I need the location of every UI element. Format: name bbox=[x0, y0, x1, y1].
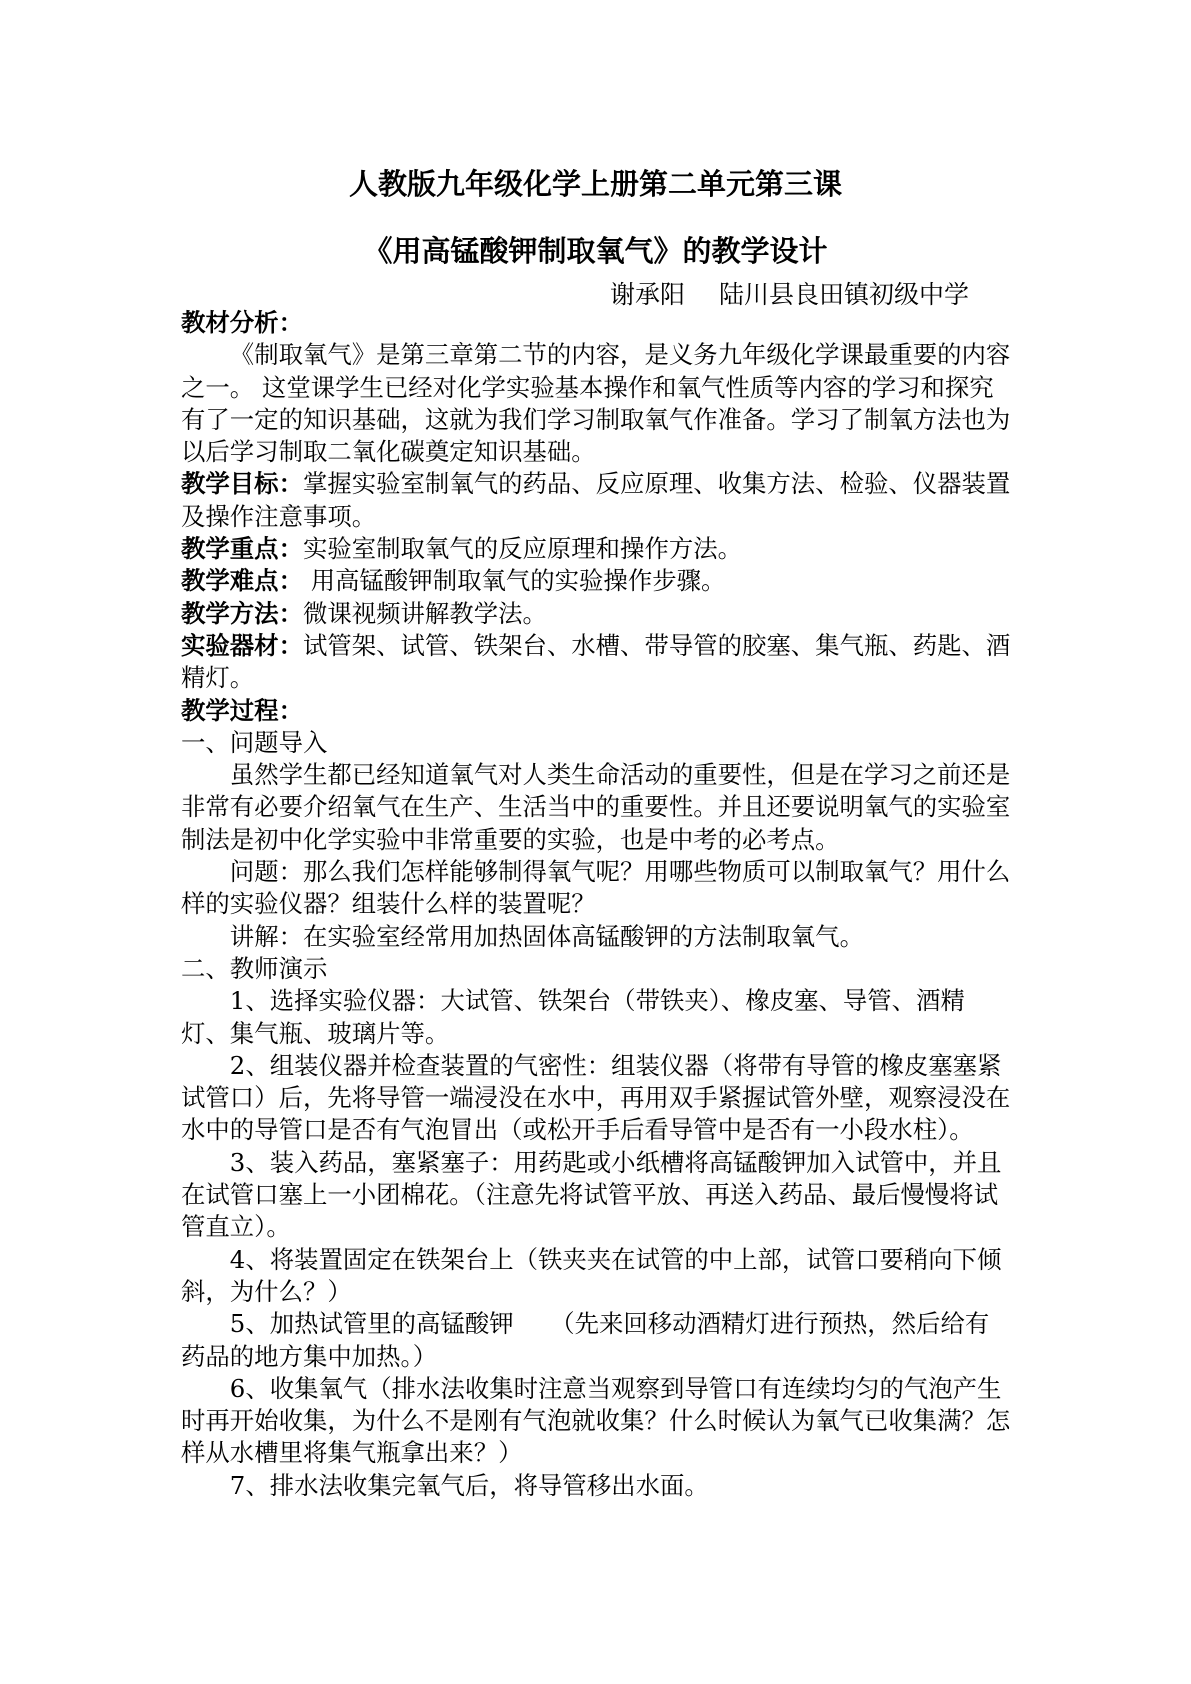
section-label: 教学难点： bbox=[181, 566, 303, 596]
demo-step: 7、排水法收集完氧气后，将导管移出水面。 bbox=[229, 1470, 709, 1500]
section2-heading: 二、教师演示 bbox=[181, 953, 328, 983]
demo-step: 3、装入药品，塞紧塞子：用药匙或小纸槽将高锰酸钾加入试管中，并且在试管口塞上一小团棉花。（注意先将试管平放、再送入药品、最后慢慢将试管直立）。 bbox=[181, 1147, 1002, 1242]
demo-step: 1、选择实验仪器：大试管、铁架台（带铁夹）、橡皮塞、导管、酒精灯、集气瓶、玻璃片等。 bbox=[181, 986, 965, 1048]
section-label: 实验器材： bbox=[181, 630, 303, 660]
key-points-paragraph bbox=[181, 533, 1011, 565]
author-name: 谢承阳 bbox=[610, 280, 686, 309]
demo-step: 6、收集氧气（排水法收集时注意当观察到导管口有连续均匀的气泡产生时再开始收集，为什么不是刚有气泡就收集？什么时候认为氧气已收集满？怎样从水槽里将集气瓶拿出来？） bbox=[181, 1373, 1011, 1468]
document-title-line2: 《用高锰酸钾制取氧气》的教学设计 bbox=[363, 234, 828, 268]
section-text: 掌握实验室制氧气的药品、反应原理、收集方法、检验、仪器装置及操作注意事项。 bbox=[181, 469, 1011, 531]
equipment-paragraph bbox=[181, 630, 1011, 695]
document-title-line1: 人教版九年级化学上册第二单元第三课 bbox=[348, 167, 842, 201]
section-text: 微课视频讲解教学法。 bbox=[302, 598, 547, 628]
section-label: 教学过程： bbox=[181, 695, 303, 725]
section-text: 实验室制取氧气的反应原理和操作方法。 bbox=[302, 534, 743, 564]
material-analysis-paragraph: 《制取氧气》是第三章第二节的内容，是义务九年级化学课最重要的内容之一。 这堂课学生已经对化学实验基本操作和氧气性质等内容的学习和探究有了一定的知识基础，这就为我们学习制取氧气作准备。学习了制氧方法也为以后学习制取二氧化碳奠定知识基础。 bbox=[181, 340, 1011, 467]
section-label: 教学方法： bbox=[181, 598, 303, 628]
section-label: 教学重点： bbox=[181, 534, 303, 564]
section-text: 用高锰酸钾制取氧气的实验操作步骤。 bbox=[310, 566, 726, 596]
demo-step: 5、加热试管里的高锰酸钾 （先来回移动酒精灯进行预热，然后给有药品的地方集中加热。） bbox=[181, 1309, 990, 1371]
material-analysis-heading bbox=[181, 307, 1011, 339]
process-heading bbox=[181, 695, 1011, 727]
section1-heading: 一、问题导入 bbox=[181, 727, 328, 757]
section1-explanation: 讲解：在实验室经常用加热固体高锰酸钾的方法制取氧气。 bbox=[229, 921, 864, 951]
demo-step: 4、将装置固定在铁架台上（铁夹夹在试管的中上部，试管口要稍向下倾斜，为什么？） bbox=[181, 1244, 1002, 1306]
demo-step: 2、组装仪器并检查装置的气密性：组装仪器（将带有导管的橡皮塞塞紧试管口）后，先将导管一端浸没在水中，再用双手紧握试管外壁，观察浸没在水中的导管口是否有气泡冒出（或松开手后看导管中是否有一小段水柱）。 bbox=[181, 1050, 1011, 1145]
section-label: 教材分析： bbox=[181, 308, 303, 337]
section-text: 试管架、试管、铁架台、水槽、带导管的胶塞、集气瓶、药匙、酒精灯。 bbox=[181, 630, 1011, 693]
section1-paragraph: 虽然学生都已经知道氧气对人类生命活动的重要性，但是在学习之前还是非常有必要介绍氧气在生产、生活当中的重要性。并且还要说明氧气的实验室制法是初中化学实验中非常重要的实验，也是中考的必考点。 bbox=[181, 760, 1011, 854]
author-school: 陆川县良田镇初级中学 bbox=[719, 280, 970, 309]
difficulties-paragraph bbox=[181, 565, 1011, 597]
methods-paragraph bbox=[181, 598, 1011, 630]
objectives-paragraph bbox=[181, 468, 1011, 533]
section1-question: 问题：那么我们怎样能够制得氧气呢？用哪些物质可以制取氧气？用什么样的实验仪器？组装什么样的装置呢？ bbox=[181, 857, 1011, 919]
section-label: 教学目标： bbox=[181, 469, 303, 499]
document-body bbox=[181, 307, 1011, 1502]
